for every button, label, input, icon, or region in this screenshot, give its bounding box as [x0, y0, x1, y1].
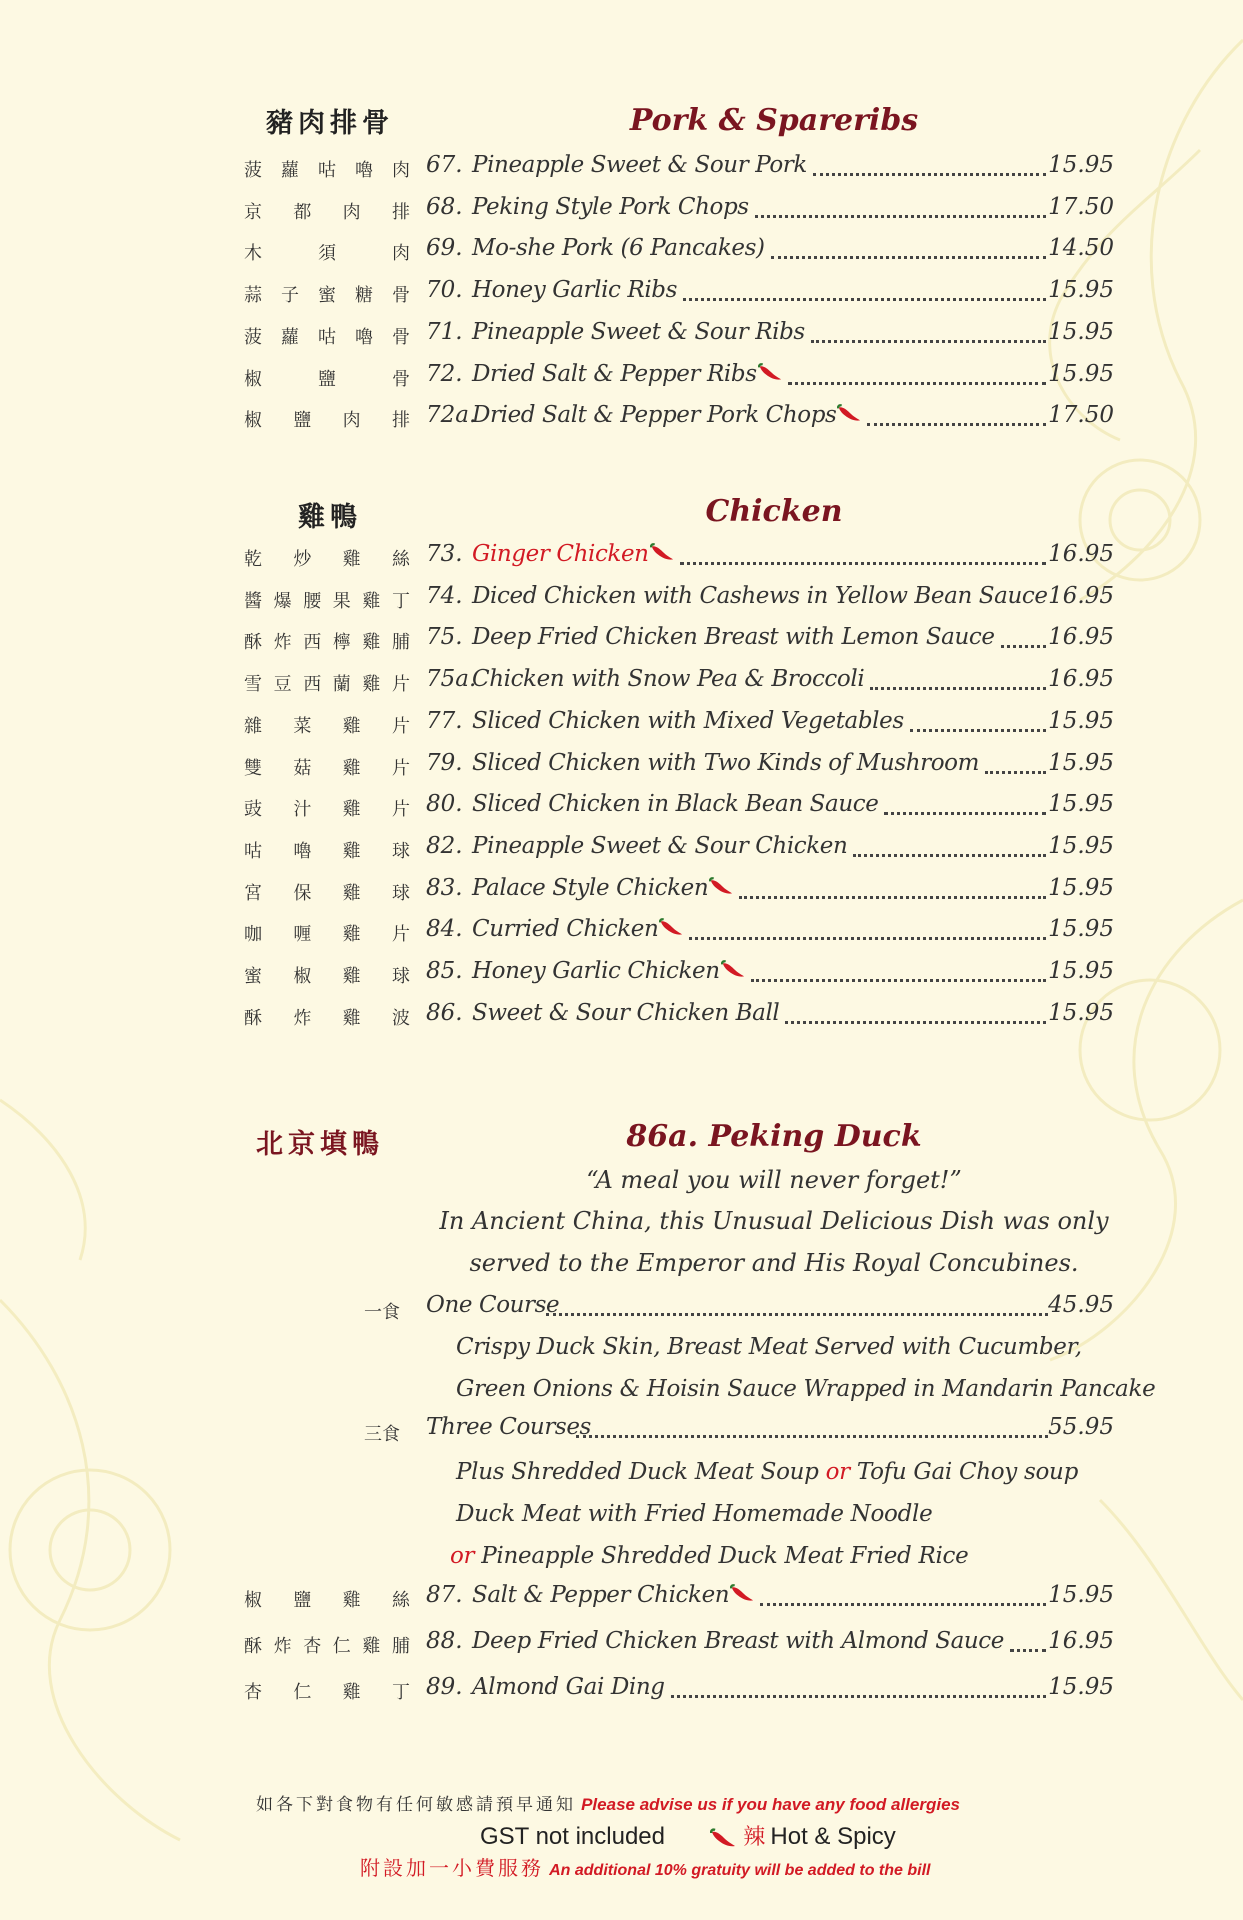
- three-course-label: Three Courses: [426, 1414, 591, 1440]
- menu-item-name: [472, 1674, 665, 1700]
- menu-item-name: [472, 152, 807, 178]
- menu-item-number: 72a.: [426, 402, 477, 429]
- menu-item-name-text: Mo-she Pork (6 Pancakes): [472, 235, 765, 262]
- leader-dots: [788, 370, 1046, 385]
- menu-item-name: [472, 194, 749, 220]
- menu-item-row: [244, 398, 1114, 438]
- menu-item-price: 15.95: [1048, 749, 1114, 776]
- menu-item-name: [472, 624, 995, 650]
- menu-item-price: 15.95: [1048, 916, 1114, 943]
- menu-item-row: [244, 1624, 1114, 1664]
- leader-dots: [546, 1301, 1048, 1316]
- menu-item-price: 15.95: [1048, 707, 1114, 734]
- one-course-desc-1: Crispy Duck Skin, Breast Meat Served with Cucumber,: [456, 1334, 1082, 1360]
- menu-item-price: 14.50: [1048, 235, 1114, 262]
- menu-item-cn-name: 椒 鹽 骨: [244, 368, 410, 390]
- menu-item-cn-name: 醬 爆 腰 果 雞 丁: [244, 590, 410, 612]
- menu-item-name: [472, 361, 782, 388]
- menu-item-name: [472, 750, 979, 776]
- menu-item-name-text: Deep Fried Chicken Breast with Almond Sauce: [472, 1628, 1005, 1654]
- menu-item-cn-name: 雪 豆 西 蘭 雞 片: [244, 674, 410, 696]
- three-course-desc-3: [450, 1543, 968, 1569]
- menu-item-name-text: Chicken with Snow Pea & Broccoli: [472, 666, 865, 693]
- menu-item-number: 74.: [426, 582, 463, 609]
- menu-item-name: [472, 277, 677, 303]
- menu-item-cn-name: 菠 蘿 咕 嚕 肉: [244, 160, 410, 181]
- three-course-desc-1b: Tofu Gai Choy soup: [849, 1459, 1078, 1485]
- menu-item-cn-name: 豉 汁 雞 片: [244, 799, 410, 821]
- menu-item-price: 15.95: [1048, 277, 1114, 304]
- menu-item-name: [472, 1000, 779, 1026]
- menu-item-price: 17.50: [1048, 193, 1114, 220]
- menu-item-number: 75a.: [426, 666, 477, 693]
- menu-item-name-text: Sliced Chicken with Two Kinds of Mushroom: [472, 749, 980, 776]
- menu-item-number: 87.: [426, 1582, 463, 1608]
- menu-item-cn-name: 咕 嚕 雞 球: [244, 840, 410, 862]
- menu-item-number: 85.: [426, 958, 463, 984]
- menu-item-price: 15.95: [1048, 1674, 1114, 1700]
- menu-item-price: 15.95: [1048, 1582, 1114, 1608]
- menu-item-name: [472, 958, 745, 985]
- pork-cn-title: 豬肉排骨: [266, 108, 394, 139]
- menu-item-name: [472, 1628, 1004, 1654]
- menu-item-row: [244, 579, 1114, 619]
- menu-item-name-text: Peking Style Pork Chops: [472, 193, 749, 220]
- menu-item-name-text: Pineapple Sweet & Sour Ribs: [472, 318, 805, 345]
- menu-item-number: 73.: [426, 541, 463, 567]
- chicken-cn-title: 雞鴨: [298, 502, 362, 533]
- chili-pepper-icon: [730, 1583, 754, 1609]
- menu-item-cn-name: 酥 炸 雞 波: [244, 1007, 410, 1029]
- menu-item-row: [244, 231, 1114, 271]
- menu-item-row: [244, 912, 1114, 952]
- menu-item-name-text: Sliced Chicken with Mixed Vegetables: [472, 707, 904, 734]
- menu-item-number: 75.: [426, 624, 463, 651]
- three-course-price: 55.95: [1048, 1414, 1114, 1440]
- one-course-desc-2: Green Onions & Hoisin Sauce Wrapped in Mandarin Pancake: [456, 1376, 1156, 1402]
- gst-spicy-line: [480, 1820, 896, 1852]
- leader-dots: [785, 1009, 1046, 1024]
- leader-dots: [739, 884, 1046, 899]
- menu-item-name: [472, 583, 1048, 609]
- one-course-cn: 一食: [364, 1302, 400, 1323]
- three-course-cn: 三食: [364, 1424, 400, 1445]
- gratuity-notice: [360, 1852, 930, 1881]
- chicken-en-title: Chicken: [705, 494, 843, 529]
- leader-dots: [755, 203, 1046, 218]
- menu-item-number: 82.: [426, 832, 463, 859]
- menu-item-price: 15.95: [1048, 832, 1114, 859]
- menu-item-number: 83.: [426, 874, 463, 901]
- one-course-label: One Course: [426, 1292, 560, 1318]
- menu-item-row: [244, 273, 1114, 313]
- menu-item-price: 16.95: [1048, 666, 1114, 693]
- menu-item-cn-name: 椒 鹽 肉 排: [244, 410, 410, 432]
- menu-item-row: [244, 829, 1114, 869]
- menu-item-price: 15.95: [1048, 360, 1114, 387]
- menu-item-name: [472, 708, 904, 734]
- menu-item-number: 89.: [426, 1674, 463, 1700]
- leader-dots: [671, 1683, 1046, 1698]
- menu-item-name: [472, 1582, 754, 1609]
- menu-item-row: [244, 190, 1114, 230]
- pork-en-title: Pork & Spareribs: [629, 103, 919, 138]
- three-course-desc-1a: Plus Shredded Duck Meat Soup: [456, 1459, 826, 1485]
- leader-dots: [884, 800, 1046, 815]
- menu-item-name: [472, 916, 683, 943]
- menu-item-cn-name: 宮 保 雞 球: [244, 882, 410, 904]
- menu-item-row: [244, 1578, 1114, 1618]
- duck-description-line-1: In Ancient China, this Unusual Delicious Dish was only: [439, 1207, 1109, 1235]
- three-course-desc-1: [456, 1459, 1078, 1485]
- leader-dots: [771, 244, 1046, 259]
- menu-item-name: [472, 541, 674, 568]
- menu-item-price: 15.95: [1048, 999, 1114, 1026]
- menu-item-name-text: Pineapple Sweet & Sour Pork: [472, 152, 807, 178]
- menu-item-cn-name: 蒜 子 蜜 糖 骨: [244, 285, 410, 307]
- menu-item-name-text: Dried Salt & Pepper Ribs: [472, 360, 757, 387]
- leader-dots: [853, 842, 1046, 857]
- leader-dots: [689, 925, 1046, 940]
- menu-item-name-text: Salt & Pepper Chicken: [472, 1582, 730, 1608]
- menu-item-number: 77.: [426, 707, 463, 734]
- leader-dots: [680, 550, 1046, 565]
- menu-item-cn-name: 酥 炸 杏 仁 雞 脯: [244, 1636, 410, 1657]
- leader-dots: [751, 967, 1046, 982]
- menu-item-name: [472, 833, 847, 859]
- menu-item-price: 15.95: [1048, 791, 1114, 818]
- spicy-legend: Hot & Spicy: [770, 1823, 896, 1850]
- menu-item-cn-name: 咖 喱 雞 片: [244, 924, 410, 946]
- one-course-row: [244, 1288, 1114, 1328]
- chili-pepper-icon: [721, 959, 745, 985]
- menu-item-row: [244, 537, 1114, 577]
- leader-dots: [910, 717, 1046, 732]
- menu-item-cn-name: 菠 蘿 咕 嚕 骨: [244, 326, 410, 348]
- menu-item-row: [244, 746, 1114, 786]
- leader-dots: [813, 161, 1046, 176]
- menu-item-row: [244, 148, 1114, 188]
- leader-dots: [1010, 1637, 1046, 1652]
- duck-cn-title: 北京填鴨: [256, 1129, 384, 1160]
- leader-dots: [1001, 633, 1046, 648]
- menu-item-name: [472, 319, 805, 345]
- chili-pepper-icon: [650, 542, 674, 568]
- leader-dots: [811, 328, 1046, 343]
- menu-item-row: [244, 954, 1114, 994]
- menu-item-name-text: Palace Style Chicken: [472, 874, 709, 901]
- menu-item-row: [244, 704, 1114, 744]
- gst-notice: GST not included: [480, 1823, 666, 1850]
- menu-item-price: 16.95: [1048, 541, 1114, 567]
- menu-item-cn-name: 雜 菜 雞 片: [244, 715, 410, 737]
- duck-quote: “A meal you will never forget!”: [586, 1166, 962, 1194]
- menu-item-number: 68.: [426, 193, 463, 220]
- menu-item-name: [472, 875, 733, 902]
- duck-en-title: 86a. Peking Duck: [626, 1119, 922, 1154]
- menu-item-price: 15.95: [1048, 318, 1114, 345]
- menu-item-number: 86.: [426, 999, 463, 1026]
- menu-item-name-text: Diced Chicken with Cashews in Yellow Bean Sauce: [472, 582, 1048, 609]
- menu-item-number: 70.: [426, 277, 463, 304]
- allergy-notice-cn: 如各下對食物有任何敏感請預早通知: [256, 1795, 576, 1815]
- three-course-desc-2: Duck Meat with Fried Homemade Noodle: [456, 1501, 933, 1527]
- menu-item-row: [244, 787, 1114, 827]
- menu-item-name: [472, 402, 861, 429]
- leader-dots: [760, 1591, 1046, 1606]
- menu-item-cn-name: 椒 鹽 雞 絲: [244, 1590, 410, 1611]
- menu-item-name-text: Honey Garlic Chicken: [472, 958, 720, 984]
- menu-item-number: 88.: [426, 1628, 463, 1654]
- menu-item-cn-name: 杏 仁 雞 丁: [244, 1682, 410, 1703]
- menu-item-number: 69.: [426, 235, 463, 262]
- spicy-cn: 辣: [743, 1825, 766, 1850]
- menu-item-number: 80.: [426, 791, 463, 818]
- menu-item-price: 16.95: [1048, 1628, 1114, 1654]
- leader-dots: [870, 675, 1046, 690]
- menu-item-name-text: Almond Gai Ding: [472, 1674, 665, 1700]
- menu-item-row: [244, 871, 1114, 911]
- menu-item-name: [472, 791, 878, 817]
- leader-dots: [683, 286, 1046, 301]
- leader-dots: [867, 411, 1046, 426]
- menu-item-name-text: Ginger Chicken: [472, 541, 649, 567]
- menu-item-name-text: Sweet & Sour Chicken Ball: [472, 999, 780, 1026]
- menu-item-name-text: Deep Fried Chicken Breast with Lemon Sauce: [472, 624, 995, 651]
- leader-dots: [576, 1423, 1048, 1438]
- menu-item-number: 79.: [426, 749, 463, 776]
- chili-pepper-icon: [659, 917, 683, 943]
- menu-item-name-text: Honey Garlic Ribs: [472, 277, 678, 304]
- allergy-notice: [256, 1790, 960, 1815]
- menu-item-row: [244, 620, 1114, 660]
- menu-item-row: [244, 996, 1114, 1036]
- menu-item-price: 15.95: [1048, 874, 1114, 901]
- one-course-price: 45.95: [1048, 1292, 1114, 1318]
- menu-item-price: 15.95: [1048, 958, 1114, 984]
- chili-pepper-icon: [758, 362, 782, 388]
- menu-item-name-text: Pineapple Sweet & Sour Chicken: [472, 832, 848, 859]
- menu-item-row: [244, 662, 1114, 702]
- menu-item-cn-name: 雙 菇 雞 片: [244, 757, 410, 779]
- menu-item-number: 84.: [426, 916, 463, 943]
- menu-item-row: [244, 315, 1114, 355]
- menu-item-name-text: Dried Salt & Pepper Pork Chops: [472, 402, 837, 429]
- gratuity-notice-en: An additional 10% gratuity will be added to the bill: [549, 1862, 931, 1879]
- menu-item-cn-name: 酥 炸 西 檸 雞 脯: [244, 632, 410, 654]
- menu-item-name: [472, 666, 864, 692]
- menu-item-row: [244, 1670, 1114, 1710]
- chili-pepper-icon: [710, 1828, 736, 1852]
- leader-dots: [985, 759, 1046, 774]
- menu-item-number: 71.: [426, 318, 463, 345]
- chili-pepper-icon: [709, 876, 733, 902]
- menu-item-price: 15.95: [1048, 152, 1114, 178]
- menu-item-number: 72.: [426, 360, 463, 387]
- menu-item-cn-name: 木 須 肉: [244, 243, 410, 265]
- allergy-notice-en: Please advise us if you have any food allergies: [581, 1795, 960, 1814]
- three-course-row: [244, 1410, 1114, 1450]
- menu-item-name-text: Sliced Chicken in Black Bean Sauce: [472, 791, 879, 818]
- menu-item-cn-name: 蜜 椒 雞 球: [244, 966, 410, 987]
- menu-item-number: 67.: [426, 152, 463, 178]
- menu-item-price: 16.95: [1048, 582, 1114, 609]
- menu-item-price: 16.95: [1048, 624, 1114, 651]
- menu-item-price: 17.50: [1048, 402, 1114, 429]
- menu-item-cn-name: 乾 炒 雞 絲: [244, 549, 410, 570]
- gratuity-notice-cn: 附設加一小費服務: [360, 1856, 544, 1880]
- three-course-desc-3-text: Pineapple Shredded Duck Meat Fried Rice: [474, 1543, 969, 1569]
- or-word: or: [825, 1459, 850, 1485]
- chili-pepper-icon: [837, 403, 861, 429]
- menu-item-cn-name: 京 都 肉 排: [244, 201, 410, 223]
- menu-item-name: [472, 235, 765, 261]
- duck-description-line-2: served to the Emperor and His Royal Concubines.: [469, 1249, 1079, 1277]
- or-word: or: [450, 1543, 475, 1569]
- menu-item-row: [244, 357, 1114, 397]
- menu-item-name-text: Curried Chicken: [472, 916, 659, 943]
